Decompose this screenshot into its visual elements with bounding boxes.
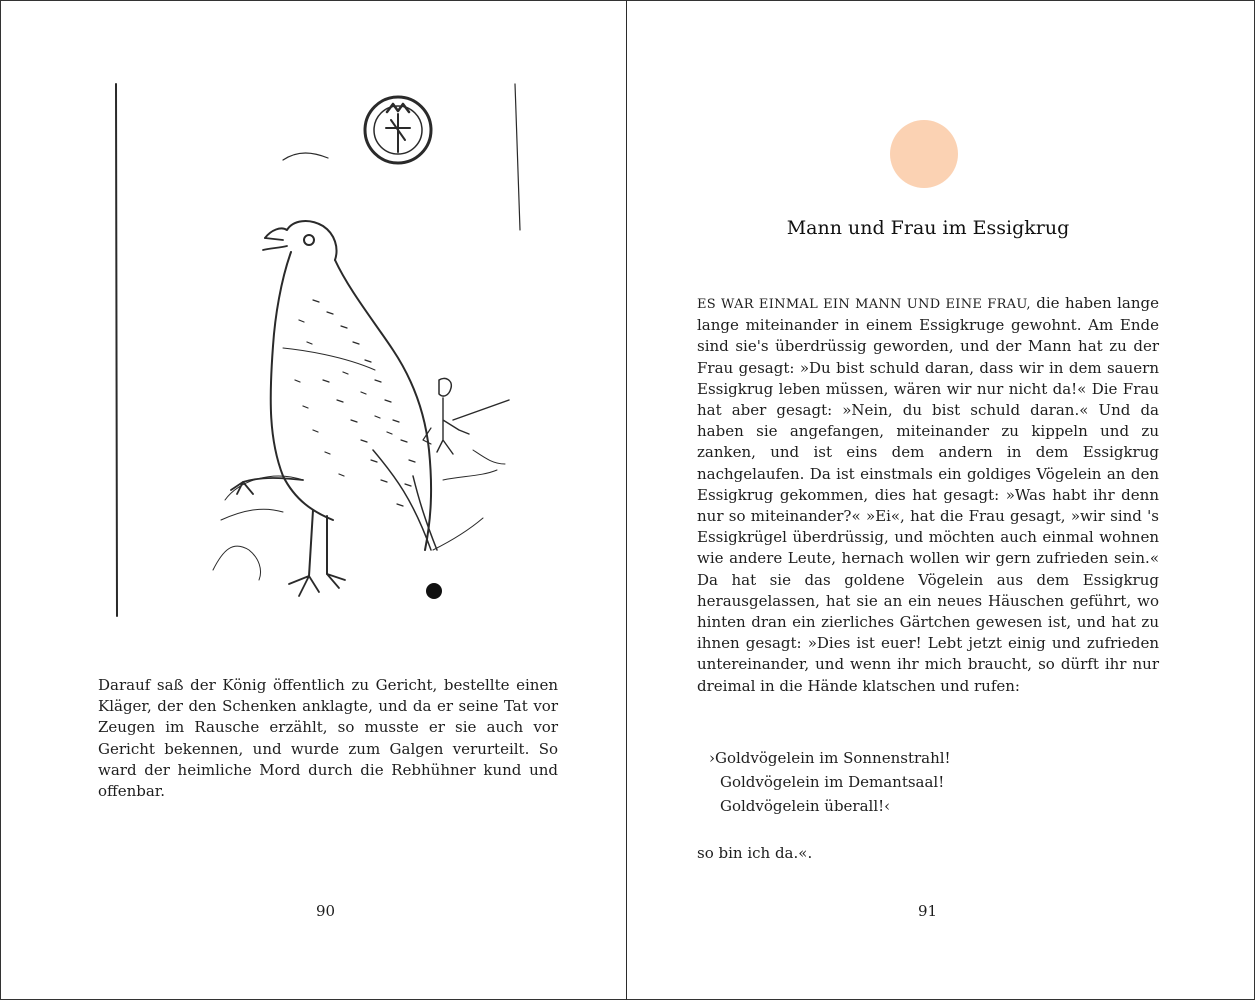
book-gutter: [626, 0, 627, 1000]
poem-line: Goldvögelein im Demantsaal!: [720, 773, 945, 791]
partridge-sketch-illustration: [113, 80, 525, 618]
right-page-text: [697, 293, 1159, 697]
page-number-left: 90: [316, 902, 336, 920]
black-dot-marker: [426, 583, 442, 599]
left-paragraph: Darauf saß der König öffentlich zu Gericht, bestellte einen Kläger, der den Schenken anklagte, und da er seine Tat vor Zeugen im Rausche erzählt, so musste er sie auch vor Gericht bekennen, und wurde zum Galgen verurteilt. So ward der heimliche Mord durch die Rebhühner kund und offenbar.: [98, 676, 558, 801]
story-title: Mann und Frau im Essigkrug: [786, 217, 1070, 239]
left-page-text: [98, 675, 558, 802]
paragraph-body: die haben lange lange miteinander in einem Essigkruge gewohnt. Am Ende sind sie's überdrüssig geworden, und der Mann hat zu der Frau gesagt: »Du bist schuld daran, dass wir in dem sauern Essigkrug leben müssen, wären wir nur nicht da!« Die Frau hat aber gesagt: »Nein, du bist schuld daran.« Und da haben sie angefangen, miteinander zu kippeln und zu zanken, und ist eins dem andern in dem Essigkrug nachgelaufen. Da ist einstmals ein goldiges Vögelein an den Essigkrug gekommen, dies hat gesagt: »Was habt ihr denn nur so miteinander?« »Ei«, hat die Frau gesagt, »wir sind 's Essigkrügel überdrüssig, und möchten auch einmal wohnen wie andere Leute, hernach wollen wir gern zufrieden sein.« Da hat sie das goldene Vögelein aus dem Essigkrug herausgelassen, hat sie an ein neues Häuschen geführt, wo hinten dran ein zierliches Gärtchen gewesen ist, und hat zu ihnen gesagt: »Dies ist euer! Lebt jetzt einig und zufrieden untereinander, und wenn ihr mich braucht, so dürft ihr nur dreimal in die Hände klatschen und rufen:: [697, 294, 1159, 695]
closing-line: so bin ich da.«.: [697, 844, 813, 862]
sun-disc-icon: [890, 120, 958, 188]
lead-smallcaps: ES WAR EINMAL EIN MANN UND EINE FRAU,: [697, 297, 1031, 312]
page-number-right: 91: [918, 902, 938, 920]
right-paragraph: [697, 293, 1159, 697]
coin-seal-icon: [365, 97, 431, 163]
poem-block: [709, 746, 951, 818]
poem-line: Goldvögelein überall!‹: [720, 797, 891, 815]
poem-line: ›Goldvögelein im Sonnenstrahl!: [709, 749, 951, 767]
